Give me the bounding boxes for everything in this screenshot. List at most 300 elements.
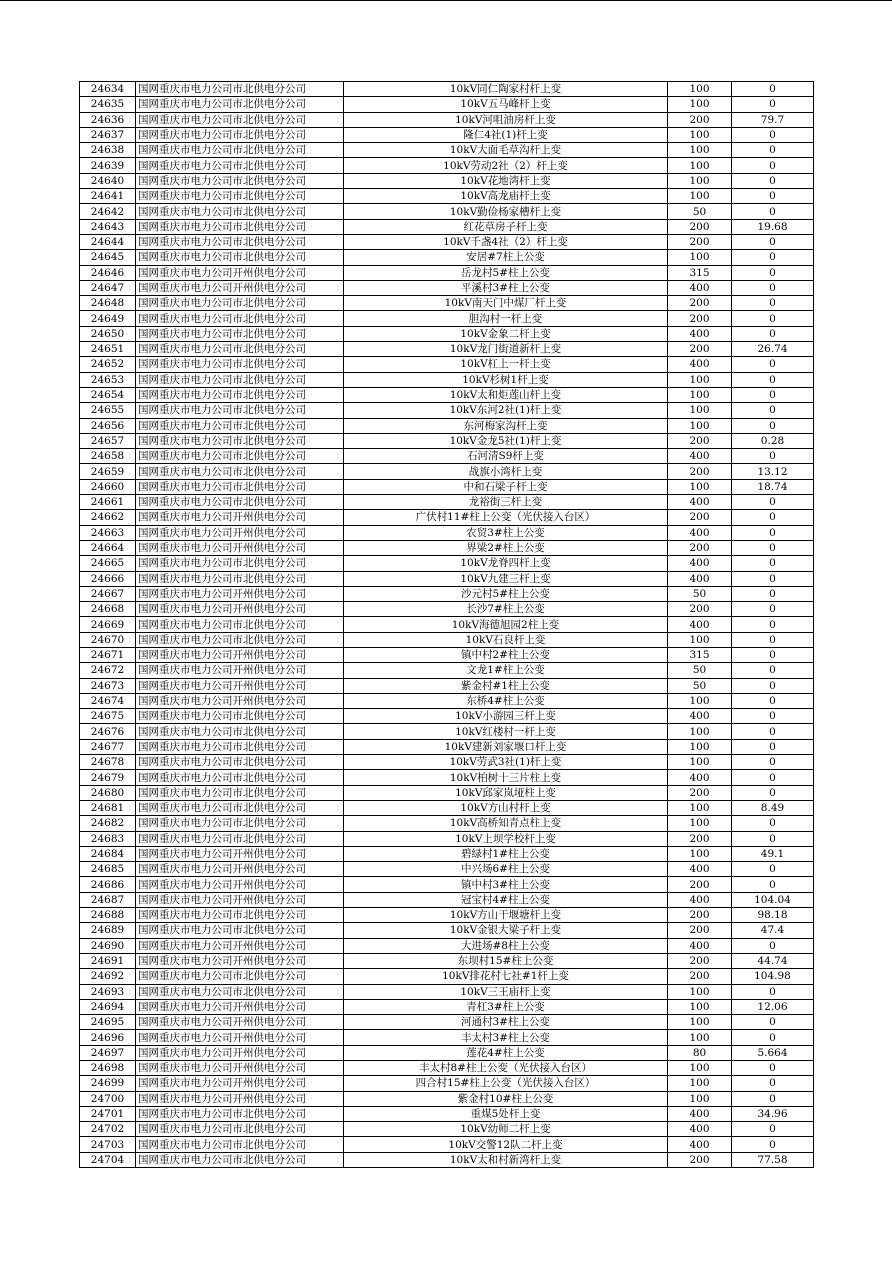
table-row bbox=[80, 234, 814, 249]
table-row bbox=[80, 1076, 814, 1091]
capacity-cell: 80 bbox=[668, 1045, 732, 1060]
transformer-name-cell: 中兴场6#柱上公变 bbox=[344, 862, 668, 877]
capacity-cell: 400 bbox=[668, 556, 732, 571]
value-cell: 47.4 bbox=[732, 923, 814, 938]
table-row bbox=[80, 143, 814, 158]
value-cell: 0 bbox=[732, 984, 814, 999]
row-id-cell: 24676 bbox=[80, 724, 136, 739]
capacity-cell: 315 bbox=[668, 647, 732, 662]
transformer-name-cell: 10kV红楼村一杆上变 bbox=[344, 724, 668, 739]
value-cell: 0 bbox=[732, 204, 814, 219]
table-row bbox=[80, 831, 814, 846]
value-cell: 0 bbox=[732, 816, 814, 831]
transformer-name-cell: 平溪村3#柱上公变 bbox=[344, 280, 668, 295]
value-cell: 0 bbox=[732, 540, 814, 555]
table-row bbox=[80, 632, 814, 647]
table-row bbox=[80, 326, 814, 341]
company-cell: 国网重庆市电力公司开州供电分公司 bbox=[136, 602, 344, 617]
company-cell: 国网重庆市电力公司市北供电分公司 bbox=[136, 1137, 344, 1152]
row-id-cell: 24668 bbox=[80, 602, 136, 617]
transformer-name-cell: 10kV五马峰杆上变 bbox=[344, 97, 668, 112]
row-id-cell: 24651 bbox=[80, 342, 136, 357]
transformer-name-cell: 10kV金银大梁子杆上变 bbox=[344, 923, 668, 938]
table-row bbox=[80, 449, 814, 464]
company-cell: 国网重庆市电力公司市北供电分公司 bbox=[136, 1106, 344, 1121]
capacity-cell: 100 bbox=[668, 632, 732, 647]
row-id-cell: 24637 bbox=[80, 127, 136, 142]
capacity-cell: 200 bbox=[668, 877, 732, 892]
company-cell: 国网重庆市电力公司开州供电分公司 bbox=[136, 953, 344, 968]
capacity-cell: 400 bbox=[668, 770, 732, 785]
row-id-cell: 24667 bbox=[80, 586, 136, 601]
value-cell: 0 bbox=[732, 571, 814, 586]
table-row bbox=[80, 1015, 814, 1030]
transformer-name-cell: 10kV杉树1杆上变 bbox=[344, 372, 668, 387]
transformer-name-cell: 10kV金象二杆上变 bbox=[344, 326, 668, 341]
company-cell: 国网重庆市电力公司开州供电分公司 bbox=[136, 1030, 344, 1045]
transformer-name-cell: 10kV上坝学校杆上变 bbox=[344, 831, 668, 846]
company-cell: 国网重庆市电力公司市北供电分公司 bbox=[136, 449, 344, 464]
table-row bbox=[80, 739, 814, 754]
capacity-cell: 100 bbox=[668, 724, 732, 739]
value-cell: 0 bbox=[732, 296, 814, 311]
transformer-name-cell: 10kV太和村新湾杆上变 bbox=[344, 1152, 668, 1167]
row-id-cell: 24654 bbox=[80, 387, 136, 402]
capacity-cell: 100 bbox=[668, 143, 732, 158]
row-id-cell: 24673 bbox=[80, 678, 136, 693]
table-row bbox=[80, 693, 814, 708]
value-cell: 0 bbox=[732, 189, 814, 204]
company-cell: 国网重庆市电力公司市北供电分公司 bbox=[136, 296, 344, 311]
row-id-cell: 24659 bbox=[80, 464, 136, 479]
transformer-name-cell: 10kV柏树十三片柱上变 bbox=[344, 770, 668, 785]
value-cell: 0 bbox=[732, 602, 814, 617]
table-row bbox=[80, 586, 814, 601]
row-id-cell: 24677 bbox=[80, 739, 136, 754]
value-cell: 0 bbox=[732, 739, 814, 754]
transformer-name-cell: 莲花4#柱上公变 bbox=[344, 1045, 668, 1060]
value-cell: 79.7 bbox=[732, 112, 814, 127]
company-cell: 国网重庆市电力公司市北供电分公司 bbox=[136, 816, 344, 831]
value-cell: 0 bbox=[732, 709, 814, 724]
row-id-cell: 24657 bbox=[80, 433, 136, 448]
capacity-cell: 200 bbox=[668, 953, 732, 968]
table-row bbox=[80, 816, 814, 831]
row-id-cell: 24669 bbox=[80, 617, 136, 632]
table-row bbox=[80, 877, 814, 892]
row-id-cell: 24702 bbox=[80, 1122, 136, 1137]
company-cell: 国网重庆市电力公司市北供电分公司 bbox=[136, 755, 344, 770]
table-row bbox=[80, 433, 814, 448]
table-row bbox=[80, 770, 814, 785]
row-id-cell: 24671 bbox=[80, 647, 136, 662]
value-cell: 0 bbox=[732, 938, 814, 953]
row-id-cell: 24701 bbox=[80, 1106, 136, 1121]
company-cell: 国网重庆市电力公司市北供电分公司 bbox=[136, 724, 344, 739]
row-id-cell: 24703 bbox=[80, 1137, 136, 1152]
value-cell: 0 bbox=[732, 1061, 814, 1076]
transformer-name-cell: 10kV勤俭杨家槽杆上变 bbox=[344, 204, 668, 219]
value-cell: 0 bbox=[732, 387, 814, 402]
row-id-cell: 24635 bbox=[80, 97, 136, 112]
row-id-cell: 24664 bbox=[80, 540, 136, 555]
company-cell: 国网重庆市电力公司开州供电分公司 bbox=[136, 540, 344, 555]
table-row bbox=[80, 709, 814, 724]
table-row bbox=[80, 372, 814, 387]
capacity-cell: 200 bbox=[668, 602, 732, 617]
row-id-cell: 24639 bbox=[80, 158, 136, 173]
row-id-cell: 24692 bbox=[80, 969, 136, 984]
value-cell: 104.98 bbox=[732, 969, 814, 984]
capacity-cell: 100 bbox=[668, 999, 732, 1014]
company-cell: 国网重庆市电力公司开州供电分公司 bbox=[136, 877, 344, 892]
transformer-name-cell: 广伏村11#柱上公变（光伏接入台区） bbox=[344, 510, 668, 525]
transformer-name-cell: 丰太村3#柱上公变 bbox=[344, 1030, 668, 1045]
value-cell: 0 bbox=[732, 449, 814, 464]
value-cell: 0 bbox=[732, 1030, 814, 1045]
company-cell: 国网重庆市电力公司市北供电分公司 bbox=[136, 969, 344, 984]
transformer-name-cell: 10kV排花村七社#1杆上变 bbox=[344, 969, 668, 984]
company-cell: 国网重庆市电力公司市北供电分公司 bbox=[136, 403, 344, 418]
table-row bbox=[80, 953, 814, 968]
value-cell: 0 bbox=[732, 495, 814, 510]
row-id-cell: 24665 bbox=[80, 556, 136, 571]
company-cell: 国网重庆市电力公司开州供电分公司 bbox=[136, 862, 344, 877]
capacity-cell: 200 bbox=[668, 1152, 732, 1167]
table-row bbox=[80, 357, 814, 372]
table-row bbox=[80, 1030, 814, 1045]
company-cell: 国网重庆市电力公司市北供电分公司 bbox=[136, 433, 344, 448]
value-cell: 34.96 bbox=[732, 1106, 814, 1121]
table-row bbox=[80, 846, 814, 861]
value-cell: 0 bbox=[732, 1015, 814, 1030]
transformer-name-cell: 丰太村8#柱上公变（光伏接入台区） bbox=[344, 1061, 668, 1076]
company-cell: 国网重庆市电力公司市北供电分公司 bbox=[136, 800, 344, 815]
company-cell: 国网重庆市电力公司开州供电分公司 bbox=[136, 938, 344, 953]
capacity-cell: 400 bbox=[668, 892, 732, 907]
transformer-name-cell: 10kV大面毛草沟杆上变 bbox=[344, 143, 668, 158]
capacity-cell: 400 bbox=[668, 1122, 732, 1137]
value-cell: 0 bbox=[732, 1091, 814, 1106]
transformer-name-cell: 四合村15#柱上公变（光伏接入台区） bbox=[344, 1076, 668, 1091]
row-id-cell: 24681 bbox=[80, 800, 136, 815]
capacity-cell: 100 bbox=[668, 403, 732, 418]
capacity-cell: 200 bbox=[668, 234, 732, 249]
transformer-name-cell: 10kV花地湾杆上变 bbox=[344, 173, 668, 188]
capacity-cell: 400 bbox=[668, 862, 732, 877]
value-cell: 26.74 bbox=[732, 342, 814, 357]
transformer-name-cell: 10kV劳动2社（2）杆上变 bbox=[344, 158, 668, 173]
company-cell: 国网重庆市电力公司市北供电分公司 bbox=[136, 1152, 344, 1167]
company-cell: 国网重庆市电力公司市北供电分公司 bbox=[136, 112, 344, 127]
transformer-name-cell: 10kV高桥知青点柱上变 bbox=[344, 816, 668, 831]
table-row bbox=[80, 204, 814, 219]
transformer-name-cell: 农贸3#柱上公变 bbox=[344, 525, 668, 540]
value-cell: 18.74 bbox=[732, 479, 814, 494]
capacity-cell: 100 bbox=[668, 846, 732, 861]
company-cell: 国网重庆市电力公司市北供电分公司 bbox=[136, 556, 344, 571]
transformer-name-cell: 大进场#8柱上公变 bbox=[344, 938, 668, 953]
table-row bbox=[80, 173, 814, 188]
capacity-cell: 100 bbox=[668, 479, 732, 494]
value-cell: 0 bbox=[732, 234, 814, 249]
value-cell: 77.58 bbox=[732, 1152, 814, 1167]
row-id-cell: 24647 bbox=[80, 280, 136, 295]
transformer-name-cell: 10kV建新刘家堰口杆上变 bbox=[344, 739, 668, 754]
table-row bbox=[80, 342, 814, 357]
capacity-cell: 200 bbox=[668, 923, 732, 938]
capacity-cell: 200 bbox=[668, 540, 732, 555]
capacity-cell: 200 bbox=[668, 433, 732, 448]
transformer-name-cell: 战旗小湾杆上变 bbox=[344, 464, 668, 479]
capacity-cell: 100 bbox=[668, 800, 732, 815]
transformer-name-cell: 紫金村#1柱上公变 bbox=[344, 678, 668, 693]
value-cell: 0 bbox=[732, 158, 814, 173]
transformer-name-cell: 10kV邱家岚垭柱上变 bbox=[344, 785, 668, 800]
company-cell: 国网重庆市电力公司市北供电分公司 bbox=[136, 342, 344, 357]
row-id-cell: 24648 bbox=[80, 296, 136, 311]
value-cell: 13.12 bbox=[732, 464, 814, 479]
table-row bbox=[80, 1122, 814, 1137]
company-cell: 国网重庆市电力公司市北供电分公司 bbox=[136, 127, 344, 142]
capacity-cell: 50 bbox=[668, 678, 732, 693]
capacity-cell: 200 bbox=[668, 464, 732, 479]
company-cell: 国网重庆市电力公司市北供电分公司 bbox=[136, 189, 344, 204]
table-row bbox=[80, 755, 814, 770]
transformer-name-cell: 10kV龙脊四杆上变 bbox=[344, 556, 668, 571]
row-id-cell: 24690 bbox=[80, 938, 136, 953]
row-id-cell: 24674 bbox=[80, 693, 136, 708]
value-cell: 0 bbox=[732, 770, 814, 785]
capacity-cell: 200 bbox=[668, 785, 732, 800]
table-row bbox=[80, 892, 814, 907]
company-cell: 国网重庆市电力公司市北供电分公司 bbox=[136, 387, 344, 402]
company-cell: 国网重庆市电力公司开州供电分公司 bbox=[136, 1015, 344, 1030]
table-row bbox=[80, 1061, 814, 1076]
capacity-cell: 100 bbox=[668, 693, 732, 708]
value-cell: 0 bbox=[732, 1122, 814, 1137]
value-cell: 0 bbox=[732, 556, 814, 571]
transformer-name-cell: 界梁2#柱上公变 bbox=[344, 540, 668, 555]
capacity-cell: 50 bbox=[668, 204, 732, 219]
company-cell: 国网重庆市电力公司市北供电分公司 bbox=[136, 326, 344, 341]
capacity-cell: 100 bbox=[668, 755, 732, 770]
row-id-cell: 24699 bbox=[80, 1076, 136, 1091]
company-cell: 国网重庆市电力公司开州供电分公司 bbox=[136, 892, 344, 907]
table-row bbox=[80, 510, 814, 525]
transformer-name-cell: 10kV三王庙杆上变 bbox=[344, 984, 668, 999]
transformer-name-cell: 10kV海德旭园2柱上变 bbox=[344, 617, 668, 632]
table-row bbox=[80, 785, 814, 800]
transformer-name-cell: 10kV杠上一杆上变 bbox=[344, 357, 668, 372]
table-row bbox=[80, 647, 814, 662]
row-id-cell: 24695 bbox=[80, 1015, 136, 1030]
capacity-cell: 100 bbox=[668, 250, 732, 265]
capacity-cell: 100 bbox=[668, 418, 732, 433]
row-id-cell: 24658 bbox=[80, 449, 136, 464]
transformer-name-cell: 10kV九建三杆上变 bbox=[344, 571, 668, 586]
table-row bbox=[80, 418, 814, 433]
value-cell: 0 bbox=[732, 97, 814, 112]
transformer-name-cell: 青杠3#柱上公变 bbox=[344, 999, 668, 1014]
table-row bbox=[80, 82, 814, 97]
transformer-name-cell: 中和石梁子杆上变 bbox=[344, 479, 668, 494]
capacity-cell: 100 bbox=[668, 158, 732, 173]
row-id-cell: 24691 bbox=[80, 953, 136, 968]
row-id-cell: 24650 bbox=[80, 326, 136, 341]
transformer-name-cell: 龙裕街三杆上变 bbox=[344, 495, 668, 510]
company-cell: 国网重庆市电力公司市北供电分公司 bbox=[136, 250, 344, 265]
table-row bbox=[80, 1152, 814, 1167]
value-cell: 0 bbox=[732, 632, 814, 647]
transformer-name-cell: 东河梅家沟杆上变 bbox=[344, 418, 668, 433]
value-cell: 0 bbox=[732, 326, 814, 341]
row-id-cell: 24646 bbox=[80, 265, 136, 280]
row-id-cell: 24661 bbox=[80, 495, 136, 510]
capacity-cell: 100 bbox=[668, 1030, 732, 1045]
company-cell: 国网重庆市电力公司开州供电分公司 bbox=[136, 999, 344, 1014]
transformer-name-cell: 重煤5处杆上变 bbox=[344, 1106, 668, 1121]
capacity-cell: 100 bbox=[668, 816, 732, 831]
transformer-name-cell: 10kV河咀油房杆上变 bbox=[344, 112, 668, 127]
value-cell: 44.74 bbox=[732, 953, 814, 968]
table-row bbox=[80, 663, 814, 678]
capacity-cell: 400 bbox=[668, 357, 732, 372]
value-cell: 19.68 bbox=[732, 219, 814, 234]
value-cell: 0 bbox=[732, 510, 814, 525]
table-row bbox=[80, 908, 814, 923]
capacity-cell: 100 bbox=[668, 739, 732, 754]
value-cell: 0 bbox=[732, 127, 814, 142]
row-id-cell: 24649 bbox=[80, 311, 136, 326]
company-cell: 国网重庆市电力公司开州供电分公司 bbox=[136, 280, 344, 295]
value-cell: 0 bbox=[732, 418, 814, 433]
company-cell: 国网重庆市电力公司市北供电分公司 bbox=[136, 464, 344, 479]
table-row bbox=[80, 969, 814, 984]
transformer-name-cell: 安居#7柱上公变 bbox=[344, 250, 668, 265]
capacity-cell: 200 bbox=[668, 969, 732, 984]
company-cell: 国网重庆市电力公司市北供电分公司 bbox=[136, 923, 344, 938]
row-id-cell: 24678 bbox=[80, 755, 136, 770]
row-id-cell: 24700 bbox=[80, 1091, 136, 1106]
value-cell: 98.18 bbox=[732, 908, 814, 923]
company-cell: 国网重庆市电力公司市北供电分公司 bbox=[136, 173, 344, 188]
table-row bbox=[80, 571, 814, 586]
value-cell: 0 bbox=[732, 372, 814, 387]
company-cell: 国网重庆市电力公司市北供电分公司 bbox=[136, 495, 344, 510]
transformer-name-cell: 东坝村15#柱上公变 bbox=[344, 953, 668, 968]
capacity-cell: 100 bbox=[668, 173, 732, 188]
row-id-cell: 24666 bbox=[80, 571, 136, 586]
table-row bbox=[80, 617, 814, 632]
company-cell: 国网重庆市电力公司开州供电分公司 bbox=[136, 647, 344, 662]
company-cell: 国网重庆市电力公司开州供电分公司 bbox=[136, 1061, 344, 1076]
capacity-cell: 400 bbox=[668, 571, 732, 586]
table-row bbox=[80, 387, 814, 402]
row-id-cell: 24644 bbox=[80, 234, 136, 249]
capacity-cell: 200 bbox=[668, 219, 732, 234]
company-cell: 国网重庆市电力公司市北供电分公司 bbox=[136, 418, 344, 433]
transformer-name-cell: 碧绿村1#柱上公变 bbox=[344, 846, 668, 861]
value-cell: 0.28 bbox=[732, 433, 814, 448]
table-row bbox=[80, 479, 814, 494]
row-id-cell: 24689 bbox=[80, 923, 136, 938]
transformer-name-cell: 胆沟村一杆上变 bbox=[344, 311, 668, 326]
company-cell: 国网重庆市电力公司市北供电分公司 bbox=[136, 311, 344, 326]
value-cell: 0 bbox=[732, 831, 814, 846]
transformer-name-cell: 河通村3#柱上公变 bbox=[344, 1015, 668, 1030]
capacity-cell: 400 bbox=[668, 326, 732, 341]
capacity-cell: 100 bbox=[668, 1076, 732, 1091]
value-cell: 0 bbox=[732, 877, 814, 892]
company-cell: 国网重庆市电力公司市北供电分公司 bbox=[136, 82, 344, 97]
row-id-cell: 24643 bbox=[80, 219, 136, 234]
value-cell: 0 bbox=[732, 785, 814, 800]
row-id-cell: 24696 bbox=[80, 1030, 136, 1045]
table-row bbox=[80, 265, 814, 280]
capacity-cell: 200 bbox=[668, 311, 732, 326]
company-cell: 国网重庆市电力公司市北供电分公司 bbox=[136, 204, 344, 219]
transformer-name-cell: 10kV方山村杆上变 bbox=[344, 800, 668, 815]
capacity-cell: 200 bbox=[668, 342, 732, 357]
value-cell: 0 bbox=[732, 143, 814, 158]
table-row bbox=[80, 556, 814, 571]
capacity-cell: 200 bbox=[668, 112, 732, 127]
table-row bbox=[80, 1045, 814, 1060]
row-id-cell: 24638 bbox=[80, 143, 136, 158]
row-id-cell: 24688 bbox=[80, 908, 136, 923]
transformer-name-cell: 石河清S9杆上变 bbox=[344, 449, 668, 464]
transformer-name-cell: 10kV太和炬莲山杆上变 bbox=[344, 387, 668, 402]
company-cell: 国网重庆市电力公司市北供电分公司 bbox=[136, 372, 344, 387]
value-cell: 0 bbox=[732, 403, 814, 418]
table-row bbox=[80, 189, 814, 204]
value-cell: 0 bbox=[732, 586, 814, 601]
table-row bbox=[80, 97, 814, 112]
company-cell: 国网重庆市电力公司开州供电分公司 bbox=[136, 1045, 344, 1060]
transformer-name-cell: 10kV劳武3社(1)杆上变 bbox=[344, 755, 668, 770]
value-cell: 0 bbox=[732, 525, 814, 540]
table-row bbox=[80, 724, 814, 739]
transformer-name-cell: 沙元村5#柱上公变 bbox=[344, 586, 668, 601]
row-id-cell: 24670 bbox=[80, 632, 136, 647]
company-cell: 国网重庆市电力公司市北供电分公司 bbox=[136, 632, 344, 647]
row-id-cell: 24655 bbox=[80, 403, 136, 418]
row-id-cell: 24660 bbox=[80, 479, 136, 494]
table-row bbox=[80, 250, 814, 265]
transformer-name-cell: 镇中村2#柱上公变 bbox=[344, 647, 668, 662]
capacity-cell: 100 bbox=[668, 82, 732, 97]
company-cell: 国网重庆市电力公司市北供电分公司 bbox=[136, 739, 344, 754]
transformer-name-cell: 镇中村3#柱上公变 bbox=[344, 877, 668, 892]
value-cell: 104.04 bbox=[732, 892, 814, 907]
table-row bbox=[80, 127, 814, 142]
company-cell: 国网重庆市电力公司市北供电分公司 bbox=[136, 785, 344, 800]
row-id-cell: 24683 bbox=[80, 831, 136, 846]
table-row bbox=[80, 296, 814, 311]
row-id-cell: 24640 bbox=[80, 173, 136, 188]
row-id-cell: 24697 bbox=[80, 1045, 136, 1060]
value-cell: 0 bbox=[732, 678, 814, 693]
transformer-name-cell: 10kV东河2社(1)杆上变 bbox=[344, 403, 668, 418]
row-id-cell: 24641 bbox=[80, 189, 136, 204]
transformer-name-cell: 红花草房子杆上变 bbox=[344, 219, 668, 234]
table-row bbox=[80, 158, 814, 173]
company-cell: 国网重庆市电力公司开州供电分公司 bbox=[136, 663, 344, 678]
transformer-name-cell: 10kV高龙庙杆上变 bbox=[344, 189, 668, 204]
company-cell: 国网重庆市电力公司市北供电分公司 bbox=[136, 709, 344, 724]
row-id-cell: 24653 bbox=[80, 372, 136, 387]
